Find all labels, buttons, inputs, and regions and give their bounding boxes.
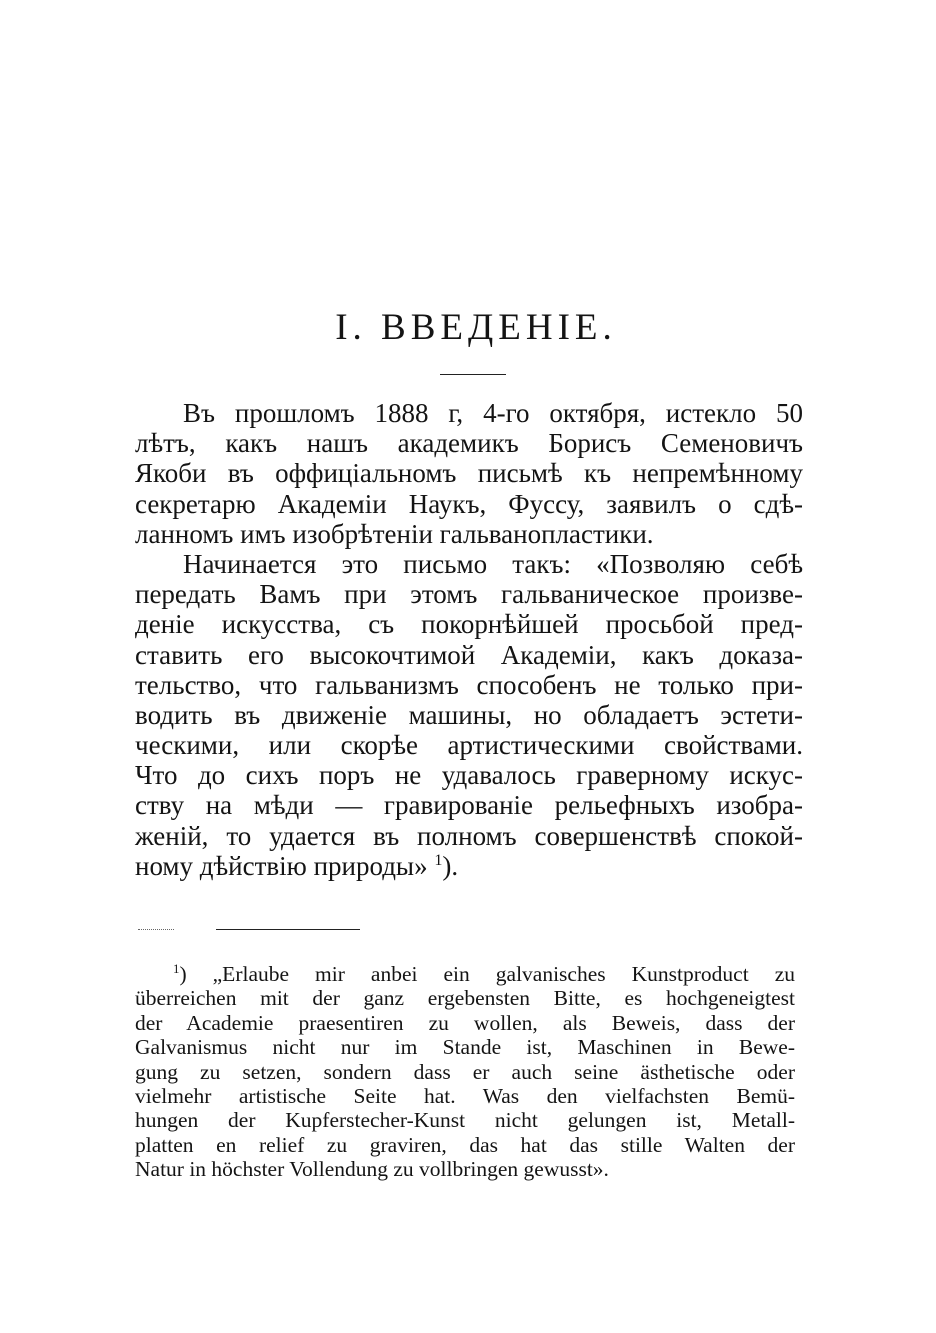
body-line: деніе искусства, съ покорнѣйшей просьбой пред- [135, 609, 803, 640]
footnote-first-line [135, 962, 795, 986]
footnote-marker: 1 [173, 961, 180, 976]
body-line: Въ прошломъ 1888 г, 4-го октября, истекло 50 [183, 398, 803, 428]
footnote-line: gung zu setzen, sondern dass er auch seine ästhetische oder [135, 1059, 795, 1084]
footnote-line: der Academie praesentiren zu wollen, als Beweis, dass der [135, 1010, 795, 1035]
footnote-line: vielmehr artistische Seite hat. Was den vielfachsten Bemü- [135, 1083, 795, 1108]
title-divider [440, 374, 506, 375]
body-line: секретарю Академіи Наукъ, Фуссу, заявилъ о сдѣ- [135, 488, 803, 519]
footnote-line: überreichen mit der ganz ergebensten Bitte, es hochgeneigtest [135, 986, 795, 1011]
body-line: Начинается это письмо такъ: «Позволяю себѣ [183, 548, 803, 579]
body-line: передать Вамъ при этомъ гальваническое произве- [135, 579, 803, 610]
footnote-marker-close: ) [179, 962, 187, 986]
footnote-reference[interactable]: 1 [434, 850, 443, 869]
footnote-line: platten en relief zu graviren, das hat das stille Walten der [135, 1132, 795, 1157]
body-text [135, 398, 803, 881]
footnote-line: hungen der Kupferstecher-Kunst nicht gelungen ist, Metall- [135, 1108, 795, 1133]
body-line: водить въ движеніе машины, но обладаетъ эстети- [135, 699, 803, 730]
body-line-tail: ). [442, 850, 459, 881]
body-line: тельство, что гальванизмъ способенъ не только при- [135, 669, 803, 700]
footnote-line-text: „Erlaube mir anbei ein galvanisches Kunstproduct zu [212, 962, 795, 986]
footnote-line: Natur in höchster Vollendung zu vollbringen gewusst». [135, 1157, 609, 1182]
chapter-title: I. ВВЕДЕНІЕ. [335, 307, 617, 348]
body-line: ставить его высокочтимой Академіи, какъ доказа- [135, 639, 803, 670]
body-line: Якоби въ оффиціальномъ письмѣ къ непремѣнному [135, 458, 803, 489]
body-line: Что до сихъ поръ не удавалось граверному искус- [135, 760, 803, 791]
body-line: лѣтъ, какъ нашъ академикъ Борисъ Семеновичъ [135, 428, 803, 459]
body-line: ческими, или скорѣе артистическими свойствами. [135, 730, 803, 761]
footnote-separator-dots [138, 929, 174, 930]
body-line-text: ному дѣйствію природы» [135, 850, 428, 881]
footnote [135, 962, 795, 1182]
body-line: ству на мѣди — гравированіе рельефныхъ изобра- [135, 790, 803, 821]
body-last-line [135, 851, 803, 881]
footnote-separator-line [216, 929, 360, 930]
body-line: женій, то удается въ полномъ совершенствѣ спокой- [135, 820, 803, 851]
body-line: ланномъ имъ изобрѣтеніи гальванопластики. [135, 518, 654, 549]
footnote-line: Galvanismus nicht nur im Stande ist, Maschinen in Bewe- [135, 1035, 795, 1060]
